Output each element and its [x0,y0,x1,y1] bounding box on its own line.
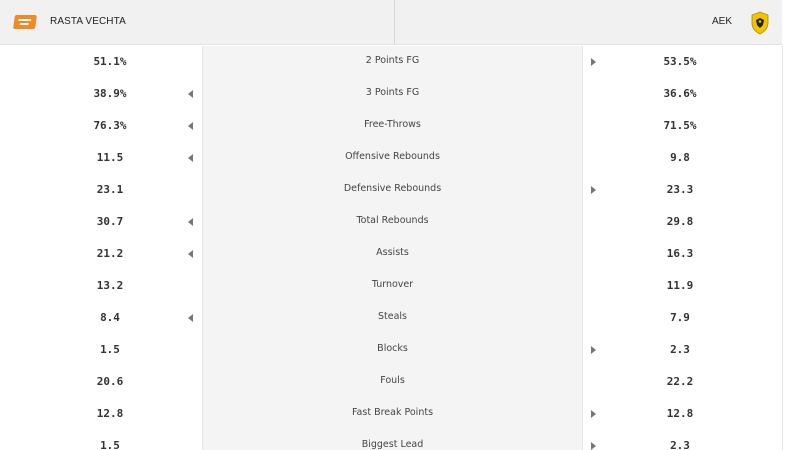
stat-label: Defensive Rebounds [343,183,442,194]
stat-label: Assists [376,247,409,258]
away-stat-value: 2.3 [670,343,690,356]
stat-row [0,302,782,334]
caret-left-icon [188,314,193,322]
rasta-vechta-logo-icon [13,15,37,29]
away-stat-value: 16.3 [666,247,694,260]
stat-label: Offensive Rebounds [345,151,440,162]
stat-label: Steals [377,311,407,322]
home-stat-value: 51.1% [93,55,127,68]
stat-row [0,110,782,142]
home-stat-value: 1.5 [100,343,120,356]
home-team-name[interactable]: RASTA VECHTA [50,16,126,27]
stat-row [0,78,782,110]
stat-row [0,174,782,206]
table-right-border [782,46,783,450]
home-stat-value: 1.5 [100,439,120,450]
away-stat-value: 23.3 [666,183,694,196]
stat-row [0,398,782,430]
team-header [0,0,782,45]
stat-row [0,270,782,302]
caret-right-icon [591,410,596,418]
away-stat-value: 29.8 [666,215,694,228]
away-stat-value: 71.5% [663,119,697,132]
away-team-name[interactable]: AEK [711,16,732,27]
caret-left-icon [188,90,193,98]
caret-right-icon [591,346,596,354]
stat-label: Blocks [377,343,408,354]
stat-row [0,206,782,238]
caret-right-icon [591,58,596,66]
home-stat-value: 38.9% [93,87,127,100]
stat-row [0,46,782,78]
away-stat-value: 12.8 [666,407,694,420]
stat-label: Free-Throws [364,119,421,130]
away-stat-value: 53.5% [663,55,697,68]
stat-label: Total Rebounds [356,215,429,226]
home-stat-value: 30.7 [96,215,124,228]
caret-right-icon [591,442,596,450]
home-stat-value: 21.2 [96,247,124,260]
stat-row [0,430,782,450]
caret-left-icon [188,154,193,162]
caret-right-icon [591,186,596,194]
caret-left-icon [188,250,193,258]
away-stat-value: 11.9 [666,279,694,292]
away-stat-value: 9.8 [670,151,690,164]
home-stat-value: 20.6 [96,375,124,388]
caret-left-icon [188,122,193,130]
stat-label: 2 Points FG [365,55,420,66]
stat-row [0,366,782,398]
header-divider [394,0,395,45]
away-stat-value: 2.3 [670,439,690,450]
away-stat-value: 7.9 [670,311,690,324]
stat-row [0,334,782,366]
aek-crest-icon [750,11,770,35]
caret-left-icon [188,218,193,226]
stat-label: Biggest Lead [361,439,424,450]
stat-label: 3 Points FG [365,87,420,98]
home-stat-value: 13.2 [96,279,124,292]
stat-row [0,142,782,174]
home-stat-value: 11.5 [96,151,124,164]
home-stat-value: 8.4 [100,311,120,324]
stat-label: Fast Break Points [351,407,434,418]
stat-label: Turnover [371,279,414,290]
stat-row [0,238,782,270]
stat-label: Fouls [380,375,405,386]
away-stat-value: 36.6% [663,87,697,100]
home-stat-value: 23.1 [96,183,124,196]
away-stat-value: 22.2 [666,375,694,388]
home-stat-value: 76.3% [93,119,127,132]
home-stat-value: 12.8 [96,407,124,420]
